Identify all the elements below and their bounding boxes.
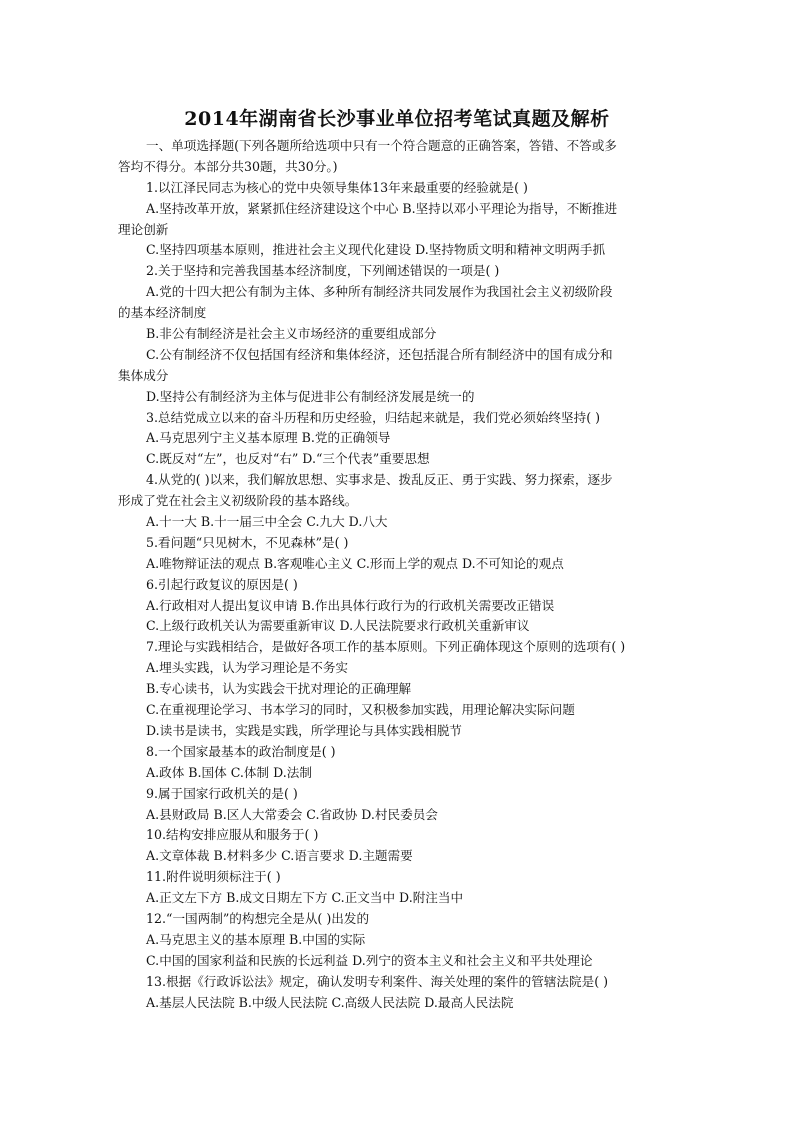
text-line: A.正文左下方 B.成文日期左下方 C.正文当中 D.附注当中 — [146, 890, 464, 906]
text-line: A.马克思列宁主义基本原理 B.党的正确领导 — [146, 430, 391, 446]
text-line: A.行政相对人提出复议申请 B.作出具体行政行为的行政机关需要改正错误 — [146, 597, 555, 613]
text-line: A.政体 B.国体 C.体制 D.法制 — [146, 764, 312, 780]
text-line: D.读书是读书，实践是实践，所学理论与具体实践相脱节 — [146, 722, 462, 738]
text-line: C.上级行政机关认为需要重新审议 D.人民法院要求行政机关重新审议 — [146, 618, 530, 634]
text-line: A.基层人民法院 B.中级人民法院 C.高级人民法院 D.最高人民法院 — [146, 994, 514, 1010]
text-line: 1.以江泽民同志为核心的党中央领导集体13年来最重要的经验就是( ) — [146, 179, 528, 195]
text-line: C.在重视理论学习、书本学习的同时，又积极参加实践，用理论解决实际问题 — [146, 702, 575, 718]
text-line: 2.关于坚持和完善我国基本经济制度，下列阐述错误的一项是( ) — [146, 263, 500, 279]
text-line: 8.一个国家最基本的政治制度是( ) — [146, 743, 336, 759]
text-line: C.中国的国家利益和民族的长远利益 D.列宁的资本主义和社会主义和平共处理论 — [146, 952, 593, 968]
text-line: D.坚持公有制经济为主体与促进非公有制经济发展是统一的 — [146, 388, 475, 404]
text-line: A.马克思主义的基本原理 B.中国的实际 — [146, 931, 366, 947]
text-line: A.文章体裁 B.材料多少 C.语言要求 D.主题需要 — [146, 848, 413, 864]
text-line: 9.属于国家行政机关的是( ) — [146, 785, 298, 801]
text-line: 理论创新 — [118, 221, 169, 237]
text-line: 5.看问题“只见树木，不见森林”是( ) — [146, 534, 349, 550]
text-line: C.坚持四项基本原则，推进社会主义现代化建设 D.坚持物质文明和精神文明两手抓 — [146, 242, 606, 258]
text-line: 集体成分 — [118, 367, 169, 383]
text-line: 的基本经济制度 — [118, 305, 207, 321]
text-line: B.非公有制经济是社会主义市场经济的重要组成部分 — [146, 326, 437, 342]
text-line: C.既反对“左”，也反对“右” D.“三个代表”重要思想 — [146, 451, 430, 467]
text-line: 7.理论与实践相结合，是做好各项工作的基本原则。下列正确体现这个原则的选项有( ) — [146, 639, 626, 655]
text-line: 13.根据《行政诉讼法》规定，确认发明专利案件、海关处理的案件的管辖法院是( ) — [146, 973, 609, 989]
text-line: 3.总结党成立以来的奋斗历程和历史经验，归结起来就是，我们党必须始终坚持( ) — [146, 409, 601, 425]
text-line: B.专心读书，认为实践会干扰对理论的正确理解 — [146, 681, 412, 697]
text-line: A.十一大 B.十一届三中全会 C.九大 D.八大 — [146, 514, 388, 530]
text-line: 一、单项选择题(下列各题所给选项中只有一个符合题意的正确答案，答错、不答或多 — [146, 138, 617, 153]
text-line: 11.附件说明须标注于( ) — [146, 869, 281, 885]
document-body — [118, 136, 688, 1013]
text-line: A.埋头实践，认为学习理论是不务实 — [146, 660, 349, 676]
text-line: C.公有制经济不仅包括国有经济和集体经济，还包括混合所有制经济中的国有成分和 — [146, 346, 613, 362]
text-line: 4.从党的( )以来，我们解放思想、实事求是、拨乱反正、勇于实践、努力探索，逐步 — [146, 472, 613, 488]
text-line: 答均不得分。本部分共30题，共30分。) — [118, 158, 338, 174]
text-line: A.坚持改革开放，紧紧抓住经济建设这个中心 B.坚持以邓小平理论为指导，不断推进 — [146, 200, 618, 216]
text-line: A.唯物辩证法的观点 B.客观唯心主义 C.形而上学的观点 D.不可知论的观点 — [146, 555, 564, 571]
text-line: 10.结构安排应服从和服务于( ) — [146, 827, 319, 843]
text-line: 6.引起行政复议的原因是( ) — [146, 576, 298, 592]
text-line: A.党的十四大把公有制为主体、多种所有制经济共同发展作为我国社会主义初级阶段 — [146, 284, 613, 300]
document-title: 2014年湖南省长沙事业单位招考笔试真题及解析 — [184, 108, 610, 130]
text-line: 12.“一国两制”的构想完全是从( )出发的 — [146, 910, 370, 926]
text-line: 形成了党在社会主义初级阶段的基本路线。 — [118, 493, 358, 509]
text-line: A.县财政局 B.区人大常委会 C.省政协 D.村民委员会 — [146, 806, 438, 822]
